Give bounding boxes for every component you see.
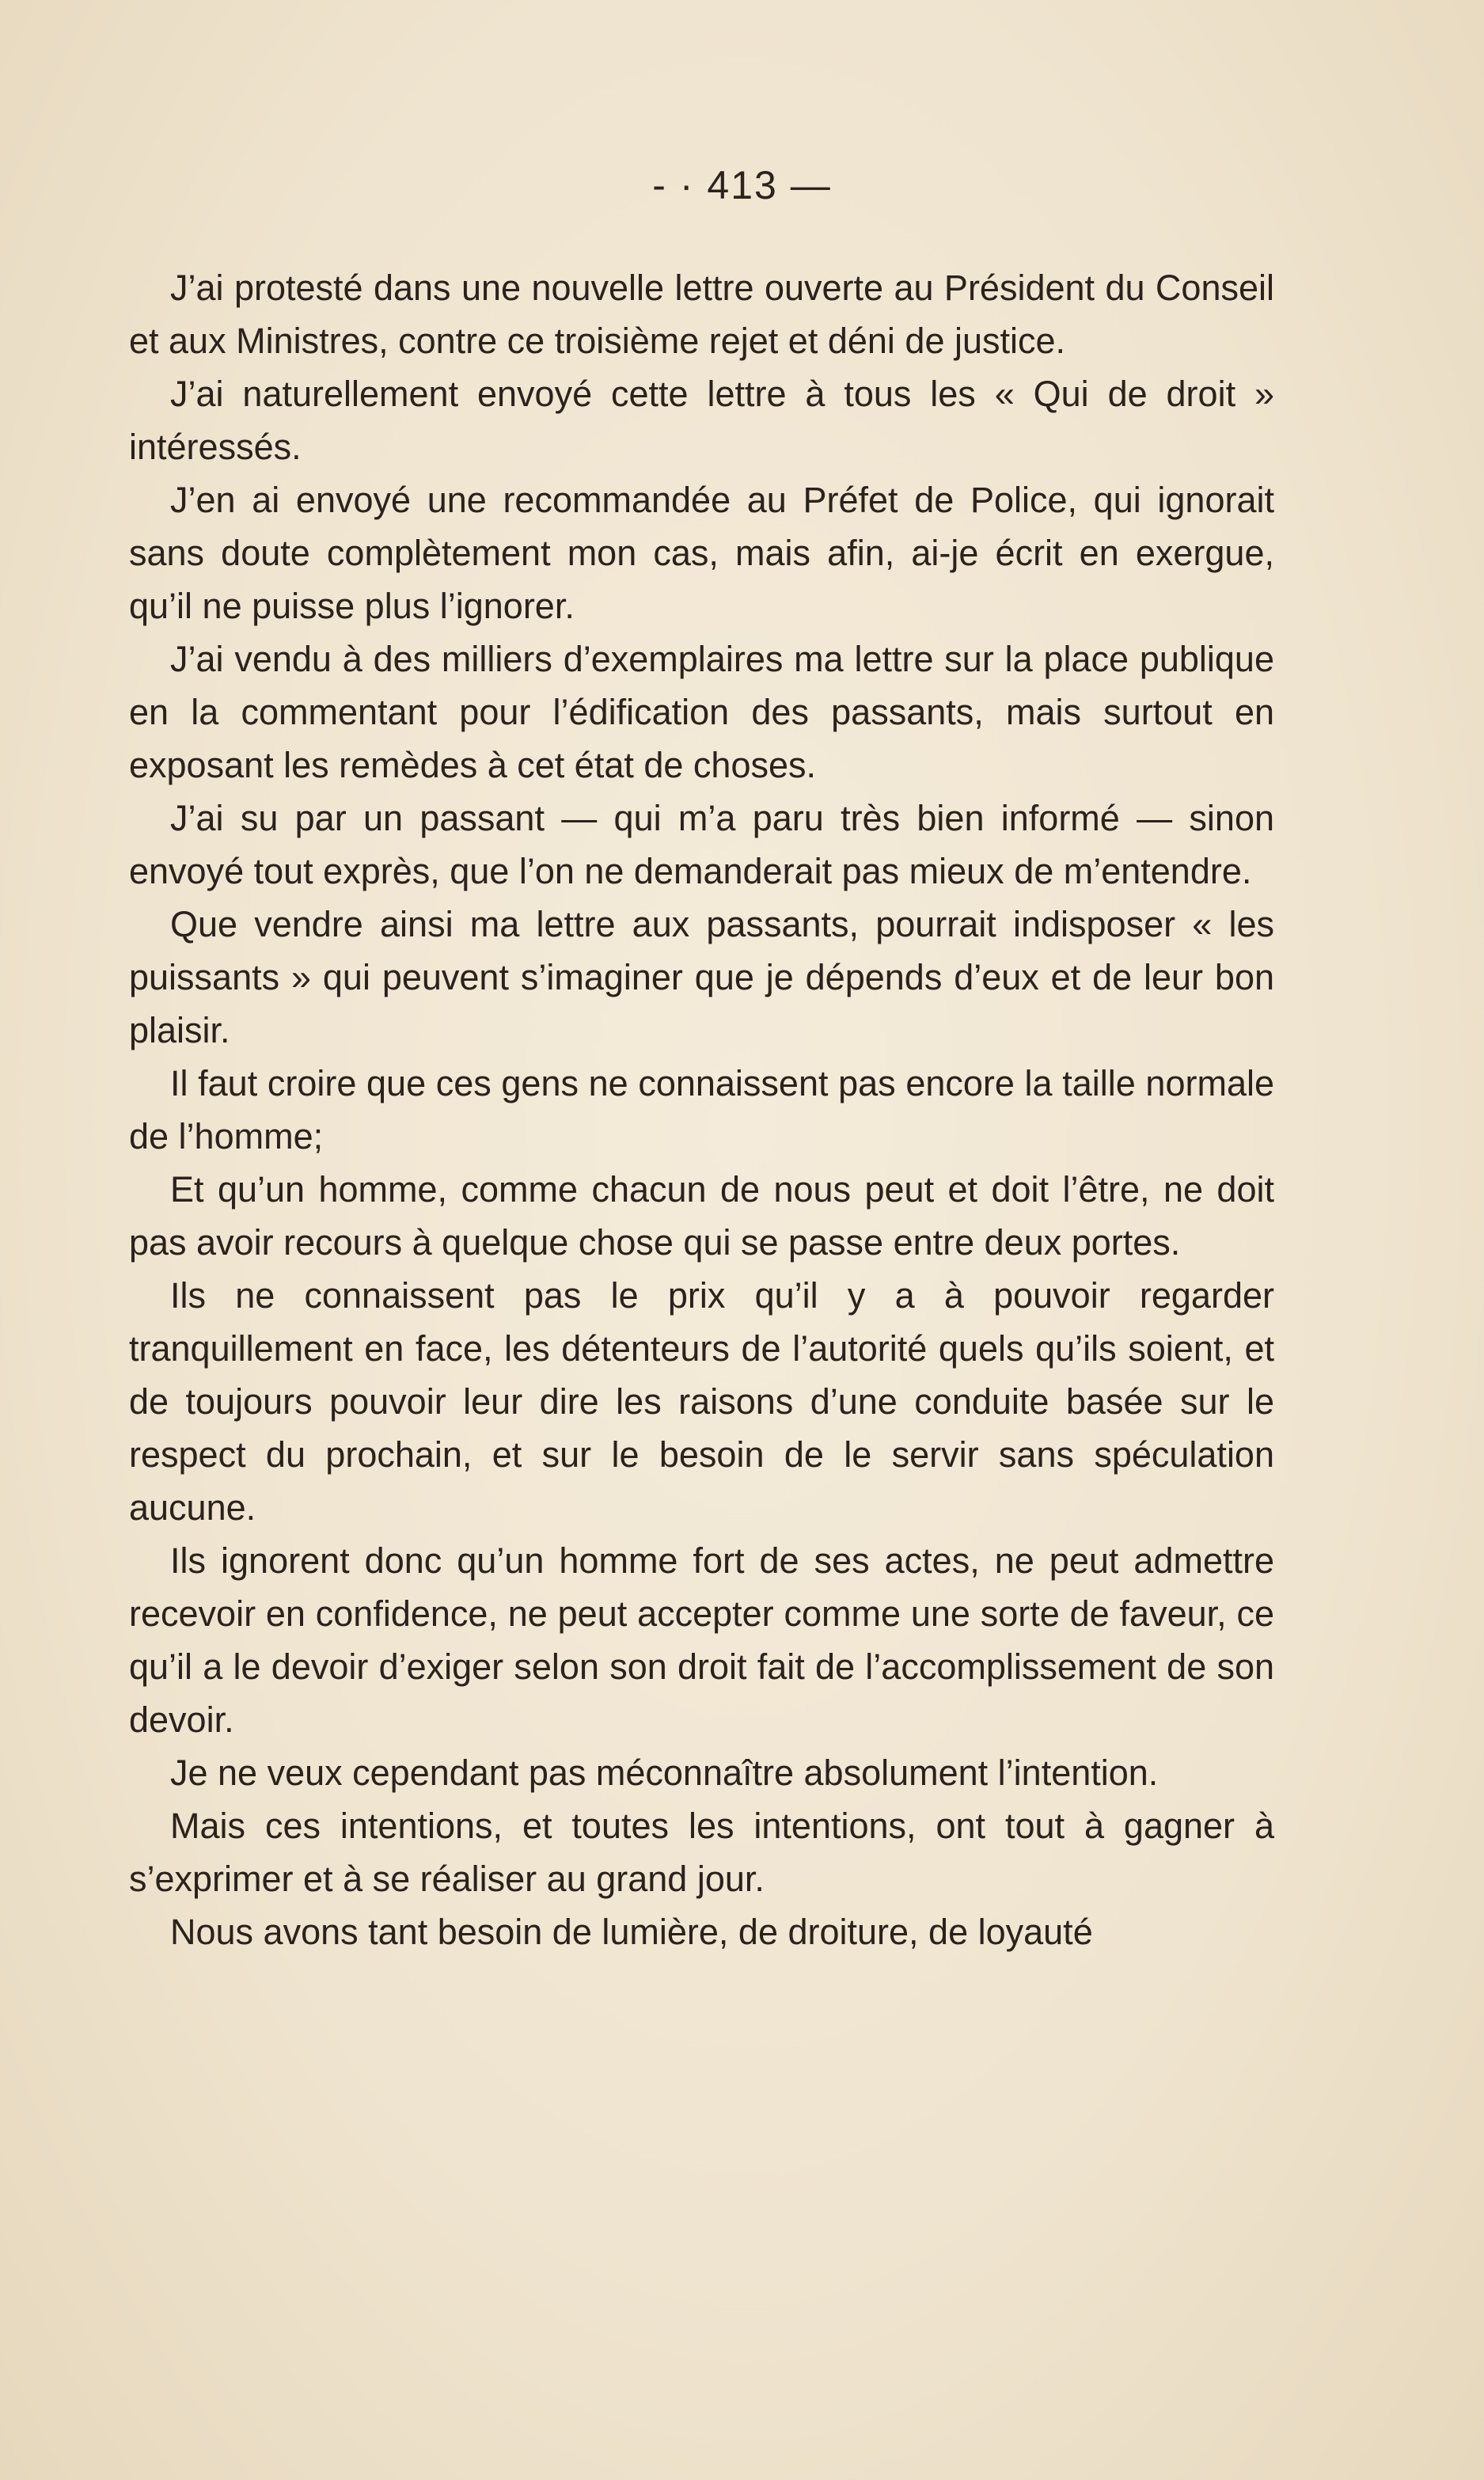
paragraph: J’en ai envoyé une recommandée au Préfet de Police, qui ignorait sans doute complètement mon cas, mais afin, ai-je écrit en exergue, qu’il ne puisse plus l’ignorer.: [129, 480, 1274, 626]
paragraph: J’ai naturellement envoyé cette lettre à tous les « Qui de droit » intéressés.: [129, 374, 1274, 467]
paragraph: Je ne veux cependant pas méconnaître absolument l’intention.: [170, 1753, 1159, 1793]
body-text: [129, 261, 1274, 1958]
paragraph: Et qu’un homme, comme chacun de nous peut et doit l’être, ne doit pas avoir recours à quelque chose qui se passe entre deux portes.: [129, 1169, 1274, 1263]
paragraph: Mais ces intentions, et toutes les intentions, ont tout à gagner à s’exprimer et à se réaliser au grand jour.: [129, 1806, 1274, 1899]
paragraph: Que vendre ainsi ma lettre aux passants, pourrait indisposer « les puissants » qui peuvent s’imaginer que je dépends d’eux et de leur bon plaisir.: [129, 904, 1274, 1050]
paragraph: Nous avons tant besoin de lumière, de droiture, de loyauté: [170, 1912, 1093, 1952]
paragraph: Il faut croire que ces gens ne connaissent pas encore la taille normale de l’homme;: [129, 1063, 1274, 1156]
page-number: - · 413 —: [652, 163, 832, 207]
paragraph: Ils ne connaissent pas le prix qu’il y a à pouvoir regarder tranquillement en face, les détenteurs de l’autorité quels qu’ils soient, et de toujours pouvoir leur dire les raisons d’une conduite basée sur le respect du prochain, et sur le besoin de le servir sans spéculation aucune.: [129, 1275, 1274, 1528]
paragraph: J’ai su par un passant — qui m’a paru très bien informé — sinon envoyé tout exprès, que l’on ne demanderait pas mieux de m’entendre.: [129, 798, 1274, 891]
paragraph: J’ai protesté dans une nouvelle lettre ouverte au Président du Conseil et aux Ministres, contre ce troisième rejet et déni de justice.: [129, 268, 1274, 361]
paragraph: J’ai vendu à des milliers d’exemplaires ma lettre sur la place publique en la commentant pour l’édification des passants, mais surtout en exposant les remèdes à cet état de choses.: [129, 639, 1274, 785]
paragraph: Ils ignorent donc qu’un homme fort de ses actes, ne peut admettre recevoir en confidence, ne peut accepter comme une sorte de faveur, ce qu’il a le devoir d’exiger selon son droit fait de l’accomplissement de son devoir.: [129, 1540, 1274, 1740]
